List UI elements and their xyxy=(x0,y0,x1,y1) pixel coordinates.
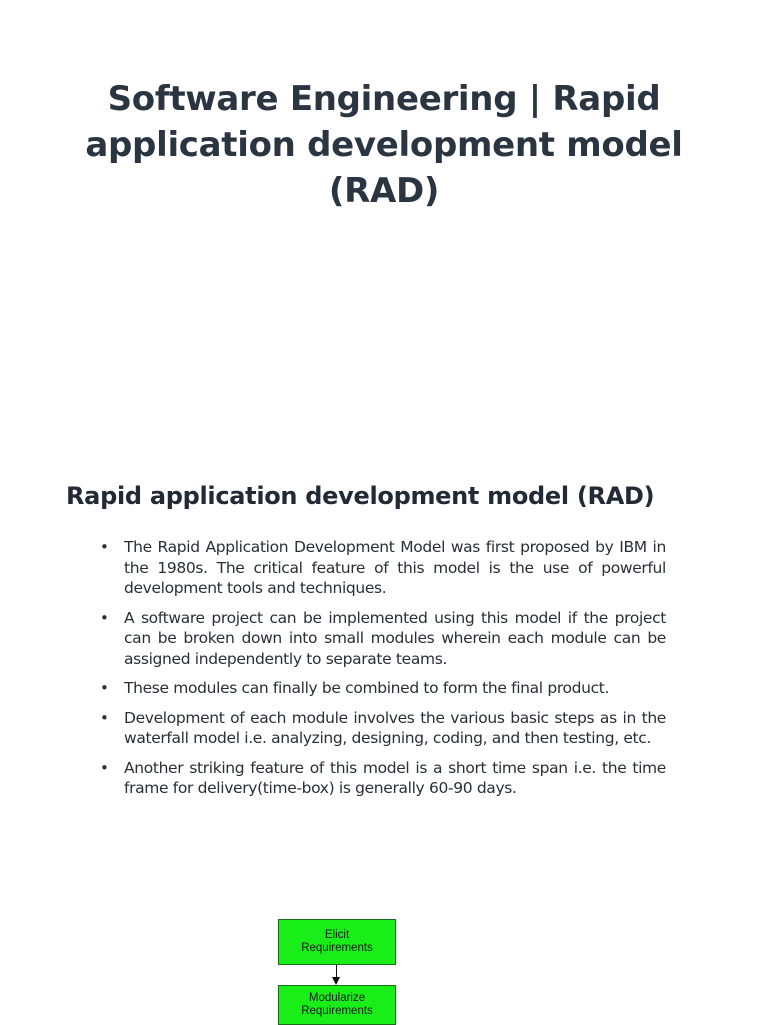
bullet-text: These modules can finally be combined to form the final product. xyxy=(124,679,610,697)
flow-box-label-line-2: Requirements xyxy=(301,942,373,954)
bullet-text: A software project can be implemented using this model if the project can be broken down into small modules wherein each module can be assigned independently to separate teams. xyxy=(124,608,666,668)
slide-title-line-3: (RAD) xyxy=(328,171,440,211)
flow-box-elicit-requirements xyxy=(278,919,396,965)
bullet-dot-icon: • xyxy=(100,758,109,777)
rad-flowchart xyxy=(0,440,768,1024)
content-slide xyxy=(0,440,768,1024)
bullet-text: Development of each module involves the various basic steps as in the waterfall model i.e. analyzing, designing, coding, and then testing, etc. xyxy=(124,708,666,747)
bullet-text: Another striking feature of this model is a short time span i.e. the time frame for delivery(time-box) is generally 60-90 days. xyxy=(124,758,666,797)
slide-title xyxy=(60,76,708,214)
bullet-text: The Rapid Application Development Model was first proposed by IBM in the 1980s. The critical feature of this model is the use of powerful development tools and techniques. xyxy=(124,538,666,597)
bullet-dot-icon: • xyxy=(100,708,109,727)
bullet-dot-icon: • xyxy=(100,608,109,627)
flow-box-label-line-2: Requirements xyxy=(301,1005,373,1017)
arrow-down-icon xyxy=(332,977,340,985)
section-heading: Rapid application development model (RAD) xyxy=(66,482,655,510)
slide-title-line-1: Software Engineering | Rapid xyxy=(107,79,661,119)
slide-title-line-2: application development model xyxy=(85,125,683,165)
title-slide xyxy=(0,0,768,440)
bullet-dot-icon: • xyxy=(100,538,109,556)
flow-box-label-line-1: Elicit xyxy=(324,929,350,941)
bullet-dot-icon: • xyxy=(100,679,109,697)
flow-box-label-line-1: Modularize xyxy=(308,992,366,1004)
flow-box-modularize-requirements xyxy=(278,985,396,1025)
